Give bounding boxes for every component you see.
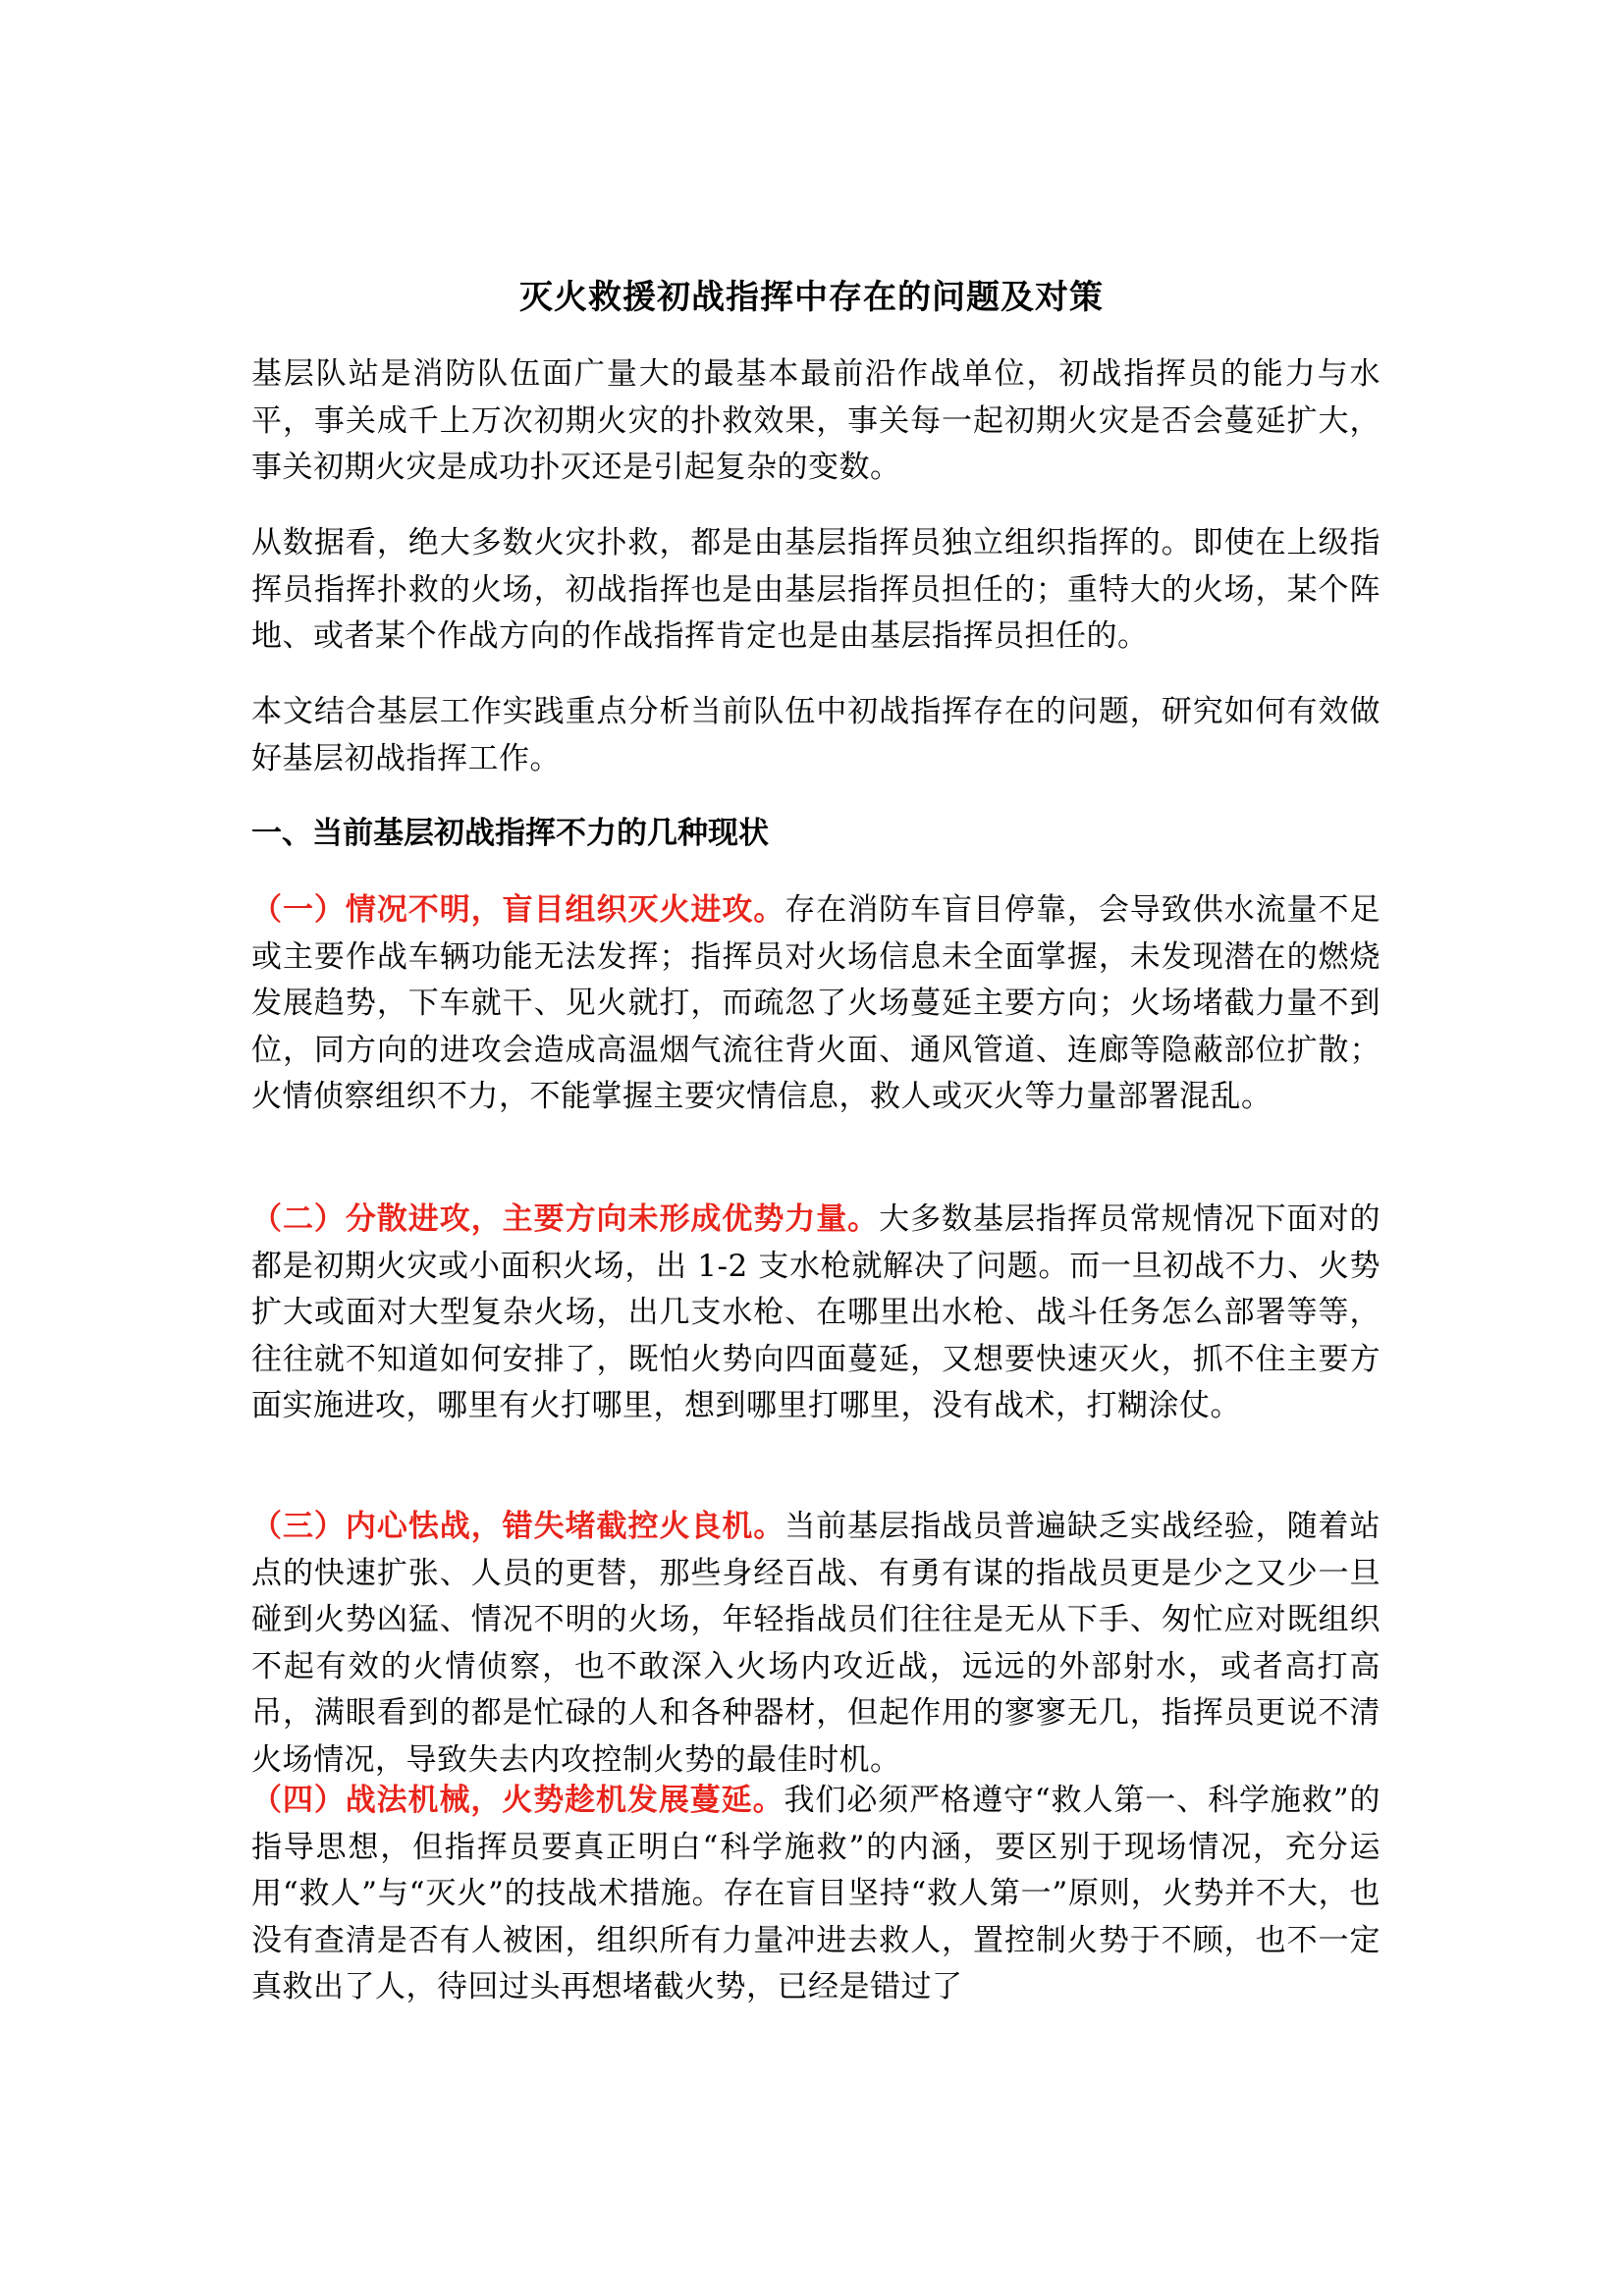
subsection-3-lead: （三）内心怯战，错失堵截控火良机。 [251,1509,785,1544]
subsection-3-text: 当前基层指战员普遍缺乏实战经验，随着站点的快速扩张、人员的更替，那些身经百战、有勇有谋的指战员更是少之又少一旦碰到火势凶猛、情况不明的火场，年轻指战员们往往是无从下手、匆忙应对既组织不起有效的火情侦察，也不敢深入火场内攻近战，远远的外部射水，或者高打高吊，满眼看到的都是忙碌的人和各种器材，但起作用的寥寥无几，指挥员更说不清火场情况，导致失去内攻控制火势的最佳时机。 [251,1509,1381,1778]
subsection-1-lead: （一）情况不明，盲目组织灭火进攻。 [251,892,785,928]
subsection-1-text: 存在消防车盲目停靠，会导致供水流量不足或主要作战车辆功能无法发挥；指挥员对火场信息未全面掌握，未发现潜在的燃烧发展趋势，下车就干、见火就打，而疏忽了火场蔓延主要方向；火场堵截力量不到位，同方向的进攻会造成高温烟气流往背火面、通风管道、连廊等隐蔽部位扩散；火情侦察组织不力，不能掌握主要灾情信息，救人或灭火等力量部署混乱。 [251,892,1381,1114]
subsection-2-lead: （二）分散进攻，主要方向未形成优势力量。 [251,1201,880,1237]
subsection-4-lead: （四）战法机械，火势趁机发展蔓延。 [251,1783,784,1818]
subsection-4 [251,1778,1380,2011]
subsection-3 [251,1504,1380,1784]
intro-paragraph-2: 从数据看，绝大多数火灾扑救，都是由基层指挥员独立组织指挥的。即使在上级指挥员指挥扑救的火场，初战指挥也是由基层指挥员担任的；重特大的火场，某个阵地、或者某个作战方向的作战指挥肯定也是由基层指挥员担任的。 [251,525,1380,654]
subsection-4-text: 我们必须严格遵守“救人第一、科学施救”的指导思想，但指挥员要真正明白“科学施救”的内涵，要区别于现场情况，充分运用“救人”与“灭火”的技战术措施。存在盲目坚持“救人第一”原则，火势并不大，也没有查清是否有人被困，组织所有力量冲进去救人，置控制火势于不顾，也不一定真救出了人，待回过头再想堵截火势，已经是错过了 [251,1783,1381,2004]
subsection-2 [251,1197,1380,1430]
section-heading-1: 一、当前基层初战指挥不力的几种现状 [251,816,769,851]
subsection-1 [251,887,1380,1121]
intro-paragraph-3: 本文结合基层工作实践重点分析当前队伍中初战指挥存在的问题，研究如何有效做好基层初战指挥工作。 [251,694,1380,776]
document-title: 灭火救援初战指挥中存在的问题及对策 [519,277,1104,317]
intro-paragraph-1: 基层队站是消防队伍面广量大的最基本最前沿作战单位，初战指挥员的能力与水平，事关成千上万次初期火灾的扑救效果，事关每一起初期火灾是否会蔓延扩大，事关初期火灾是成功扑灭还是引起复杂的变数。 [251,356,1380,485]
subsection-2-text: 大多数基层指挥员常规情况下面对的都是初期火灾或小面积火场，出 1-2 支水枪就解决了问题。而一旦初战不力、火势扩大或面对大型复杂火场，出几支水枪、在哪里出水枪、战斗任务怎么部署等等，往往就不知道如何安排了，既怕火势向四面蔓延，又想要快速灭火，抓不住主要方面实施进攻，哪里有火打哪里，想到哪里打哪里，没有战术，打糊涂仗。 [251,1201,1380,1423]
